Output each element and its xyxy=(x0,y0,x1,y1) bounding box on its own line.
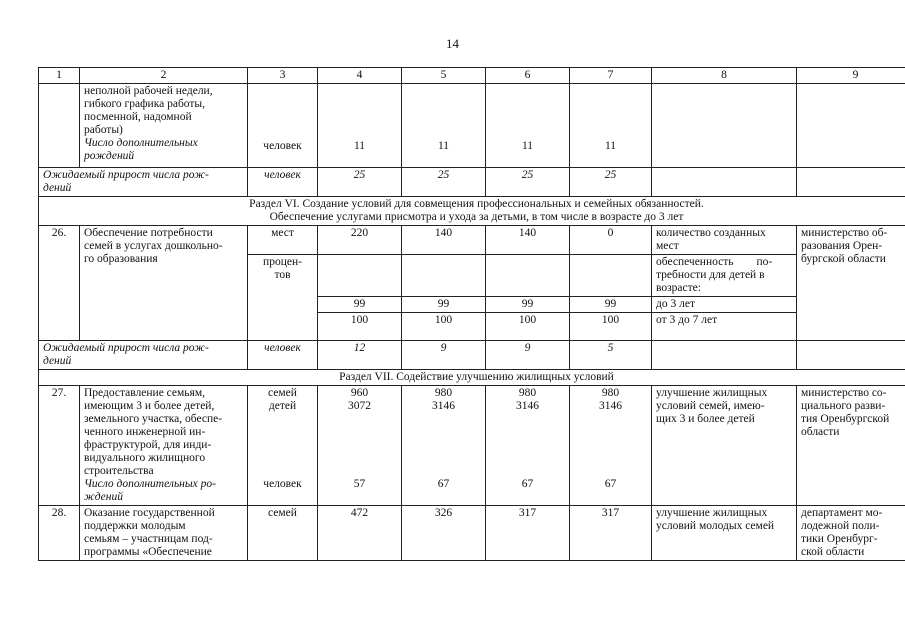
unit-cell: процен- тов xyxy=(248,255,318,341)
measure-description: Оказание государственной поддержки молодым семьям – участницам под- программы «Обеспечение xyxy=(80,506,248,561)
indicator-cell: количество созданных мест xyxy=(652,226,797,255)
responsible-cell: департамент мо- лодежной поли- тики Оренбург- ской области xyxy=(797,506,905,561)
value-cell: 326 xyxy=(402,506,486,561)
unit-cell: человек xyxy=(248,341,318,370)
responsible-cell: министерство об- разования Орен- бургской области xyxy=(797,226,905,341)
row-number: 26. xyxy=(39,226,80,341)
col-header: 2 xyxy=(80,68,248,84)
value-cell: 317 xyxy=(486,506,570,561)
value-cell: 11 xyxy=(318,84,402,168)
table-row xyxy=(39,226,905,255)
indicator-cell: улучшение жилищных условий молодых семей xyxy=(652,506,797,561)
value-cell: 980 3146 67 xyxy=(486,386,570,506)
table-row xyxy=(39,84,905,168)
table-row xyxy=(39,168,905,197)
measure-description: Предоставление семьям, имеющим 3 и более детей, земельного участка, обеспе- ченного инженерной ин- фраструктурой, для инди- видуального жилищного строительства Число дополнительных ро- ждений xyxy=(80,386,248,506)
growth-label: Ожидаемый прирост числа рож- дений xyxy=(39,168,248,197)
value-cell: 99 xyxy=(486,297,570,313)
table-row xyxy=(39,386,905,506)
value-cell: 140 xyxy=(486,226,570,255)
section-heading-row xyxy=(39,197,905,226)
value-cell: 9 xyxy=(486,341,570,370)
value-cell: 100 xyxy=(402,313,486,341)
col-header: 9 xyxy=(797,68,905,84)
col-header: 6 xyxy=(486,68,570,84)
value-cell: 25 xyxy=(318,168,402,197)
unit-cell: человек xyxy=(248,84,318,168)
value-cell: 25 xyxy=(570,168,652,197)
growth-label: Ожидаемый прирост числа рож- дений xyxy=(39,341,248,370)
value-cell: 100 xyxy=(570,313,652,341)
col-header: 3 xyxy=(248,68,318,84)
col-header: 4 xyxy=(318,68,402,84)
measure-description: неполной рабочей недели, гибкого графика работы, посменной, надомной работы) Число дополнительных рождений xyxy=(80,84,248,168)
value-cell: 11 xyxy=(486,84,570,168)
page-number: 14 xyxy=(446,36,459,51)
value-cell: 9 xyxy=(402,341,486,370)
col-header: 8 xyxy=(652,68,797,84)
value-cell: 472 xyxy=(318,506,402,561)
value-cell: 25 xyxy=(402,168,486,197)
value-cell: 140 xyxy=(402,226,486,255)
responsible-cell: министерство со- циального разви- тия Оренбургской области xyxy=(797,386,905,506)
value-cell: 12 xyxy=(318,341,402,370)
unit-cell: семей детей человек xyxy=(248,386,318,506)
section-heading-row xyxy=(39,370,905,386)
row-number: 27. xyxy=(39,386,80,506)
value-cell: 980 3146 67 xyxy=(570,386,652,506)
value-cell: 99 xyxy=(570,297,652,313)
col-header: 7 xyxy=(570,68,652,84)
value-cell: 980 3146 67 xyxy=(402,386,486,506)
unit-cell: человек xyxy=(248,168,318,197)
section-heading: Раздел VII. Содействие улучшению жилищных условий xyxy=(39,370,905,386)
col-header: 1 xyxy=(39,68,80,84)
value-cell: 99 xyxy=(402,297,486,313)
indicator-cell: обеспеченность по- требности для детей в возрасте: xyxy=(652,255,797,297)
value-cell: 960 3072 57 xyxy=(318,386,402,506)
indicator-cell: до 3 лет xyxy=(652,297,797,313)
table-row xyxy=(39,341,905,370)
header-row xyxy=(39,68,905,84)
value-cell: 0 xyxy=(570,226,652,255)
col-header: 5 xyxy=(402,68,486,84)
unit-cell: мест xyxy=(248,226,318,255)
value-cell: 100 xyxy=(486,313,570,341)
value-cell: 99 xyxy=(318,297,402,313)
value-cell: 5 xyxy=(570,341,652,370)
table-row xyxy=(39,506,905,561)
value-cell: 11 xyxy=(570,84,652,168)
value-cell: 11 xyxy=(402,84,486,168)
value-cell: 220 xyxy=(318,226,402,255)
unit-cell: семей xyxy=(248,506,318,561)
value-cell: 25 xyxy=(486,168,570,197)
indicator-cell: от 3 до 7 лет xyxy=(652,313,797,341)
value-cell: 100 xyxy=(318,313,402,341)
row-number: 28. xyxy=(39,506,80,561)
measure-description: Обеспечение потребности семей в услугах дошкольно- го образования xyxy=(80,226,248,341)
program-table xyxy=(38,67,905,561)
indicator-cell: улучшение жилищных условий семей, имею- щих 3 и более детей xyxy=(652,386,797,506)
section-heading: Раздел VI. Создание условий для совмещения профессиональных и семейных обязанностей. Обеспечение услугами присмотра и ухода за детьми, в том числе в возрасте до 3 лет xyxy=(39,197,905,226)
value-cell: 317 xyxy=(570,506,652,561)
